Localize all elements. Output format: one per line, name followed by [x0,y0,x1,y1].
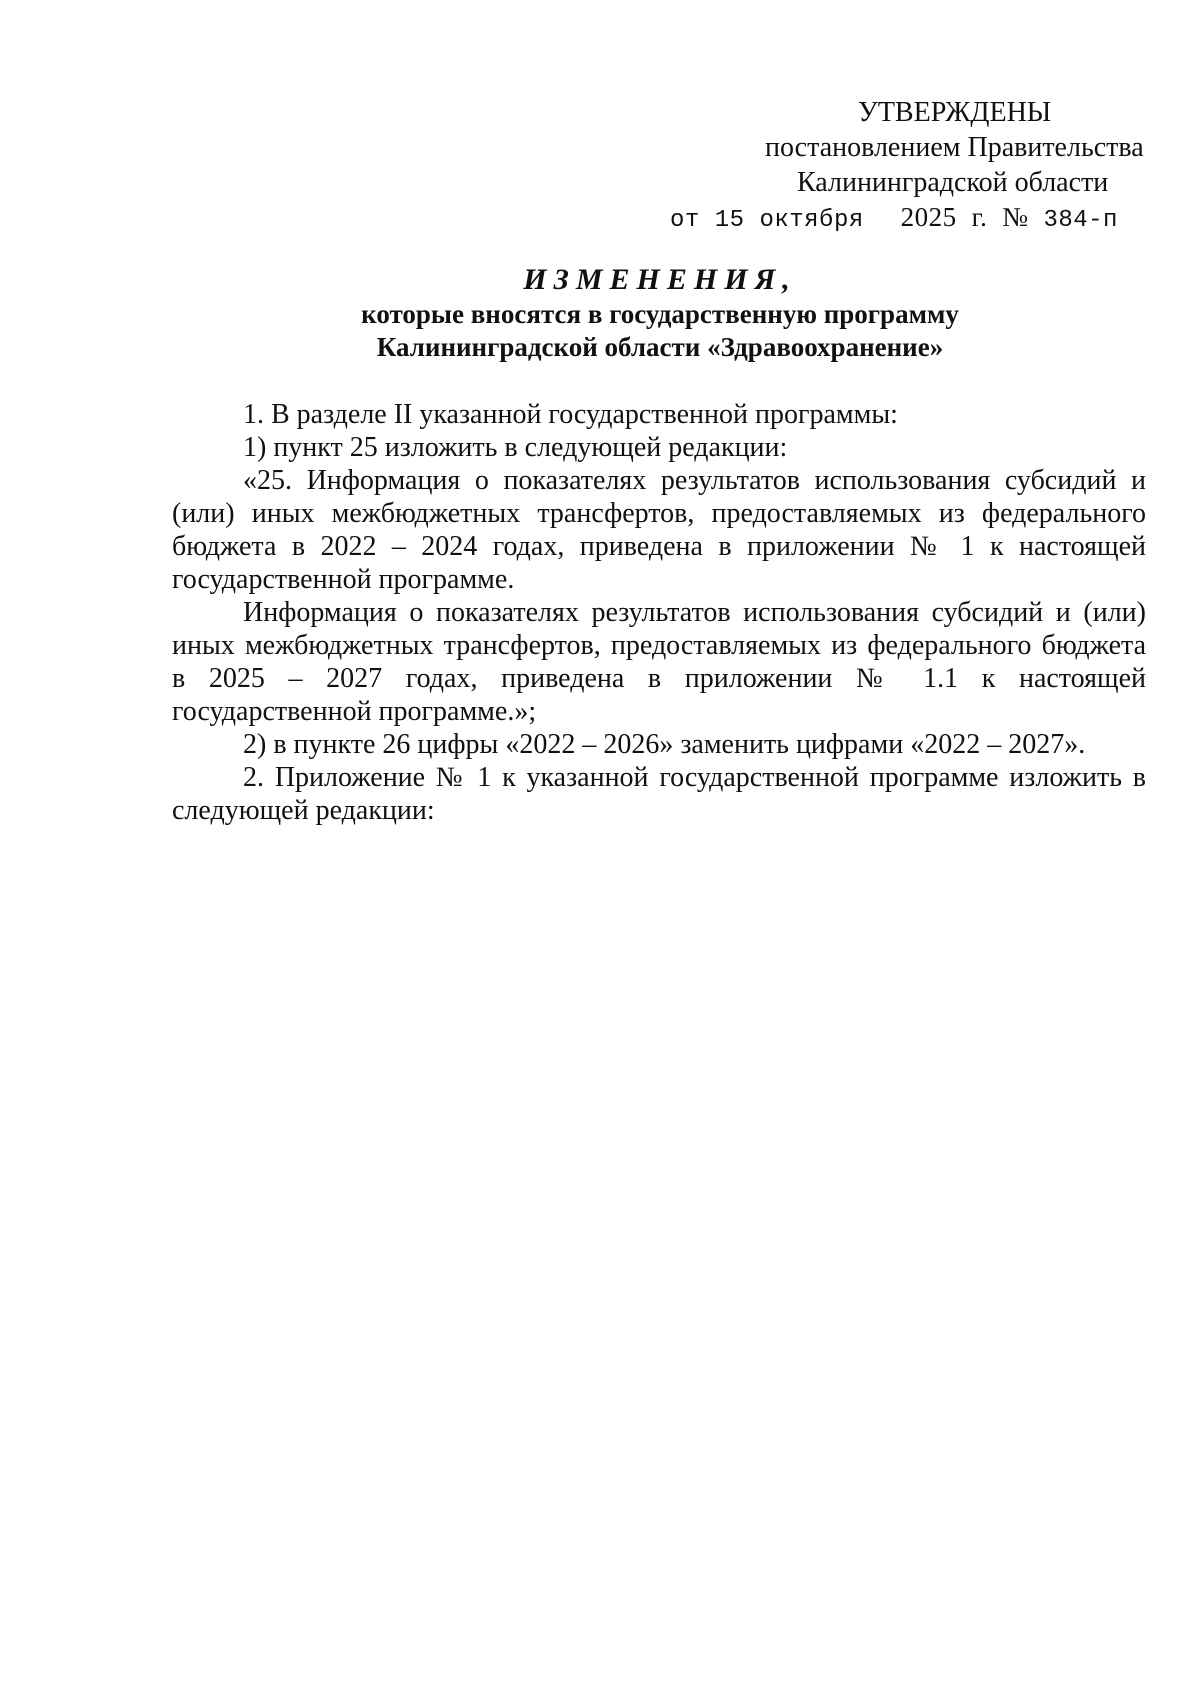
approval-day: 15 [714,207,745,234]
approval-by-decree: постановлением Правительства [765,132,1144,163]
approval-from: от [670,207,700,234]
approval-year-suffix: г. [971,202,988,232]
approval-date-number [670,201,1118,237]
approval-approved: УТВЕРЖДЕНЫ [858,97,1052,128]
approval-year: 2025 [900,202,957,232]
paragraph-section-2: 1. В разделе II указанной государственной программы: [243,399,898,430]
paragraph-item-1: 1) пункт 25 изложить в следующей редакции: [243,432,788,463]
paragraph-section-appendix: 2. Приложение № 1 к указанной государственной программе изложить в следующей редакции: [172,762,1146,826]
approval-region: Калининградской области [797,167,1109,198]
paragraph-item-2: 2) в пункте 26 цифры «2022 – 2026» заменить цифрами «2022 – 2027». [243,729,1086,760]
paragraph-point-25: «25. Информация о показателях результатов использования субсидий и (или) иных межбюджетных трансфертов, предоставляемых из федерального бюджета в 2022 – 2024 годах, приведена в приложении № 1 к настоящей государственной программе. [172,465,1146,595]
heading-subtitle-line2: Калининградской области «Здравоохранение» [376,332,944,362]
approval-number: 384-п [1043,207,1118,234]
heading-title: ИЗМЕНЕНИЯ, [523,263,797,296]
approval-month: октября [759,207,864,234]
document-body [172,398,1146,827]
document-heading [0,262,1200,364]
heading-subtitle-line1: которые вносятся в государственную программу [361,299,959,329]
paragraph-point-25-continued: Информация о показателях результатов использования субсидий и (или) иных межбюджетных трансфертов, предоставляемых из федерального бюджета в 2025 – 2027 годах, приведена в приложении № 1.1 к настоящей государственной программе.»; [172,597,1146,727]
approval-number-sign: № [1002,202,1029,232]
